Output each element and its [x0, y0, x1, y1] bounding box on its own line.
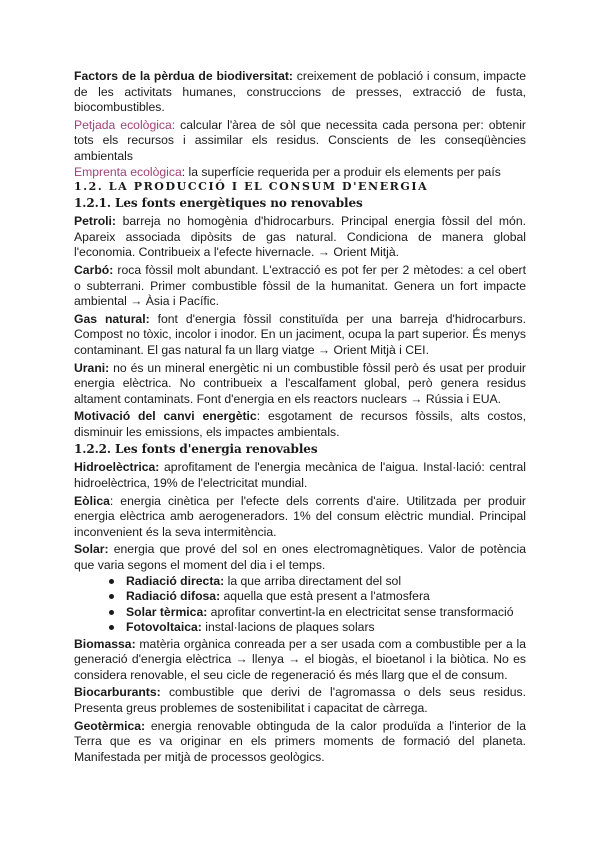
subsection-heading-nonrenewable: 1.2.1. Les fonts energètiques no renovables	[74, 196, 363, 211]
paragraph-gas-natural	[74, 312, 526, 359]
term-label: Biocarburants:	[74, 685, 161, 700]
list-item	[109, 589, 526, 605]
paragraph-solar	[74, 542, 526, 573]
paragraph-eolica	[74, 494, 526, 541]
bullet-icon	[109, 579, 114, 584]
term-text: font d'energia fòssil constituïda per una barreja d'hidrocarburs. Compost no tòxic, incolor i inodor. En un jaciment, ocupa la part superior. És menys contaminant. El gas natural fa un llarg viatge → Orient Mitjà i CEI.	[74, 311, 526, 357]
term-text: : la superfície requerida per a produir els elements per país	[181, 164, 501, 179]
paragraph-urani	[74, 361, 526, 408]
paragraph-carbo	[74, 263, 526, 310]
paragraph-biomassa	[74, 637, 526, 684]
list-item	[109, 574, 526, 590]
term-label: Petroli:	[74, 214, 116, 229]
term-label: Emprenta ecològica	[74, 164, 182, 179]
list-item	[109, 605, 526, 621]
term-text: barreja no homogènia d'hidrocarburs. Principal energia fòssil del món. Apareix associada dipòsits de gas natural. Condiciona de manera global l'economia. Contribueix a l'efecte hivernacle. → Orient Mitjà.	[74, 214, 526, 260]
paragraph-hidroelectrica	[74, 460, 526, 491]
subsection-heading-renewable: 1.2.2. Les fonts d'energia renovables	[74, 442, 318, 457]
term-label: Geotèrmica:	[74, 718, 146, 733]
term-label: Urani:	[74, 360, 110, 375]
paragraph-petjada	[74, 118, 526, 165]
term-label: Hidroelèctrica:	[74, 460, 160, 475]
term-label: Motivació del canvi energètic	[74, 409, 257, 424]
paragraph-factors	[74, 69, 526, 116]
term-label: Factors de la pèrdua de biodiversitat:	[74, 69, 293, 83]
term-label: Petjada ecològica:	[74, 117, 176, 132]
term-text: : esgotament de recursos fòssils, alts costos, disminuir les emissions, els impactes ambientals.	[74, 409, 526, 439]
item-text: aquella que està present a l'atmosfera	[220, 589, 430, 604]
term-label: Biomassa:	[74, 636, 136, 651]
term-text: aprofitament de l'energia mecànica de l'aigua. Instal·lació: central hidroelèctrica, 19% de l'electricitat mundial.	[74, 460, 526, 491]
solar-list	[74, 574, 526, 636]
term-label: Solar:	[74, 542, 109, 557]
item-label: Radiació difosa:	[126, 589, 221, 604]
item-text: la que arriba directament del sol	[224, 573, 402, 588]
item-text: aprofitar convertint-la en electricitat sense transformació	[207, 604, 514, 619]
bullet-icon	[109, 625, 114, 630]
document-page	[74, 69, 526, 767]
term-text: : energia cinètica per l'efecte dels corrents d'aire. Utilitzada per produir energia elèctrica amb aerogeneradors. 1% del consum elèctric mundial. Principal inconvenient és la seva intermitència.	[74, 493, 526, 539]
term-text: no és un mineral energètic ni un combustible fòssil però és usat per produir energia elèctrica. No contribueix a l'escalfament global, però genera residus altament contaminats. Font d'energia en els reactors nuclears → Rússia i EUA.	[74, 360, 526, 406]
section-heading: 1.2. LA PRODUCCIÓ I EL CONSUM D'ENERGIA	[74, 180, 429, 194]
list-item	[109, 620, 526, 636]
term-text: energia renovable obtinguda de la calor produïda a l'interior de la Terra que es va originar en els primers moments de formació del planeta. Manifestada per mitjà de processos geològics.	[74, 718, 526, 764]
paragraph-petroli	[74, 214, 526, 261]
term-text: creixement de població i consum, impacte de les activitats humanes, construccions de presses, extracció de fusta, biocombustibles.	[74, 69, 526, 115]
bullet-icon	[109, 610, 114, 615]
item-label: Fotovoltaica:	[126, 620, 202, 635]
term-text: roca fòssil molt abundant. L'extracció es pot fer per 2 mètodes: a cel obert o subterrani. Primer combustible fòssil de la humanitat. Genera un fort impacte ambiental → Àsia i Pacífic.	[74, 262, 526, 309]
term-label: Gas natural:	[74, 311, 150, 326]
term-label: Carbó:	[74, 262, 114, 277]
paragraph-empremta	[74, 165, 526, 181]
term-text: combustible que derivi de l'agromassa o dels seus residus. Presenta greus problemes de sostenibilitat i capacitat de càrrega.	[74, 685, 526, 715]
bullet-icon	[109, 594, 114, 599]
term-text: energia que prové del sol en ones electromagnètiques. Valor de potència que varia segons el moment del dia i el temps.	[74, 542, 526, 573]
item-text: instal·lacions de plaques solars	[201, 620, 375, 635]
paragraph-geotermica	[74, 719, 526, 766]
item-label: Solar tèrmica:	[126, 604, 208, 619]
paragraph-motivacio	[74, 409, 526, 440]
paragraph-biocarburants	[74, 685, 526, 716]
term-text: calcular l'àrea de sòl que necessita cada persona per: obtenir tots els recursos i assimilar els residus. Conscients de les conseqüències ambientals	[74, 117, 526, 163]
term-label: Eòlica	[74, 493, 110, 508]
term-text: matèria orgànica conreada per a ser usada com a combustible per a la generació d'energia elèctrica → llenya → el biogàs, el bioetanol i la biòtica. No es considera renovable, el seu cicle de regeneració és més llarg que el de consum.	[74, 636, 526, 682]
item-label: Radiació directa:	[126, 573, 225, 588]
